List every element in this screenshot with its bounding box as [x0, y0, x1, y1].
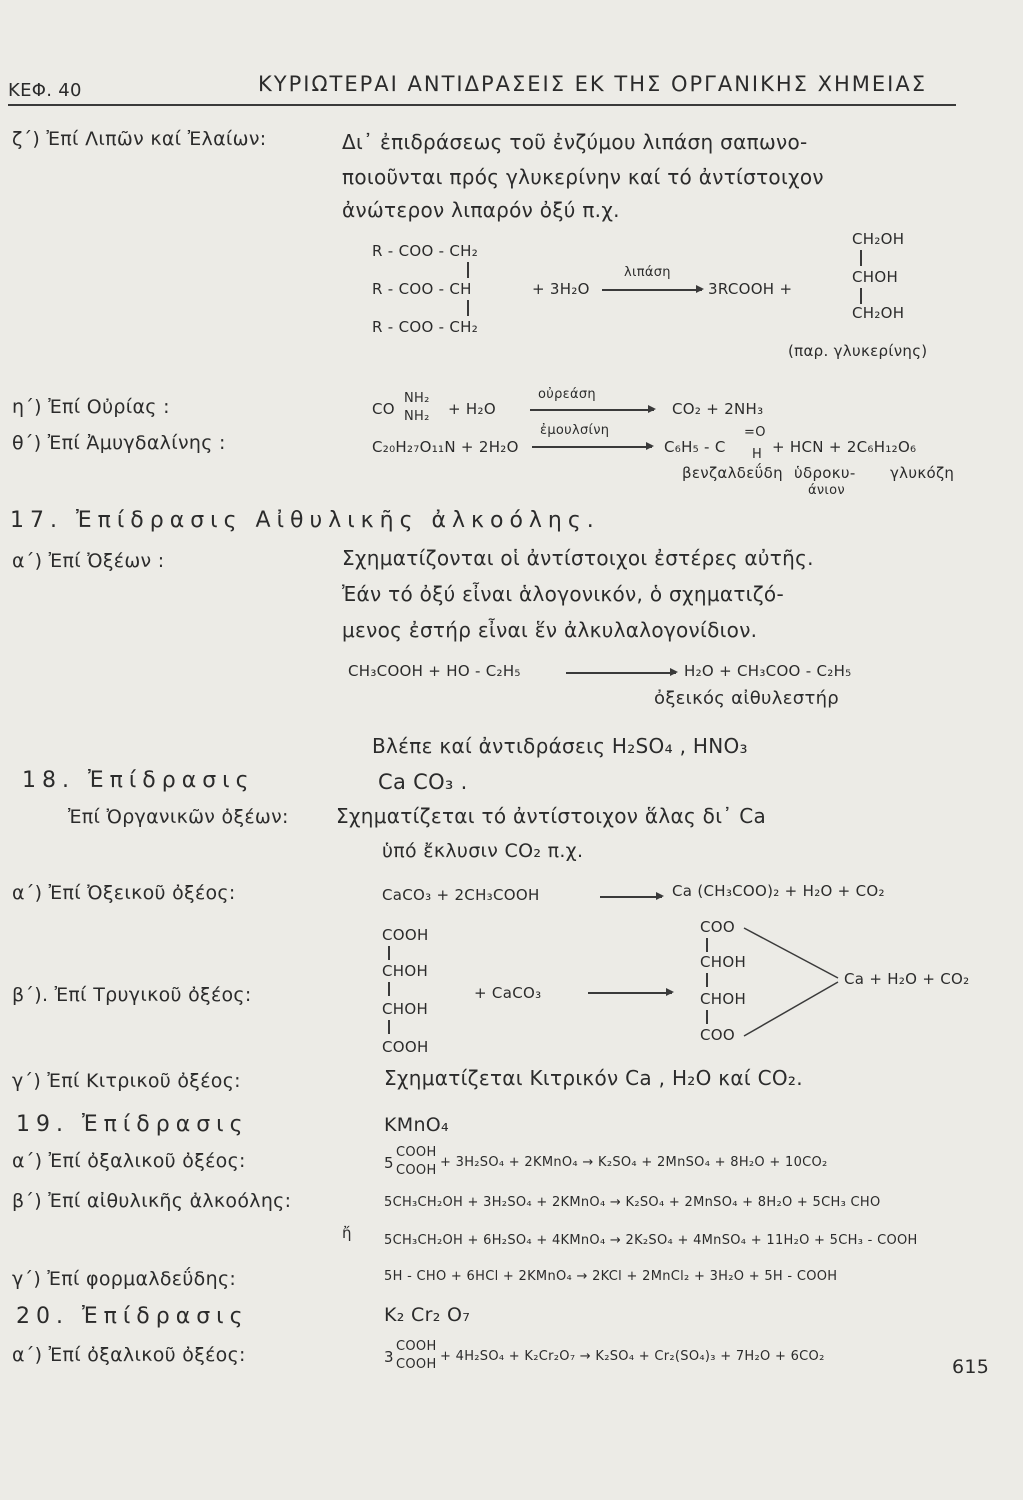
acids-label: α΄) Ἐπί Ὀξέων : [12, 550, 165, 572]
enzyme-label: λιπάση [624, 265, 671, 280]
acetic-acid-label: α΄) Ἐπί Ὀξεικοῦ ὀξέος: [12, 882, 236, 904]
urea-product: CO₂ + 2NH₃ [672, 400, 764, 418]
tartrate-row-2: CHOH [700, 953, 747, 971]
name-hydrocyanic: ὑδροκυ- [794, 464, 856, 482]
section-17-title: 17. Ἐπίδρασις Αἰθυλικῆς ἀλκοόλης. [10, 508, 600, 533]
acetic-products: Ca (CH₃COO)₂ + H₂O + CO₂ [672, 882, 885, 900]
esterification-reactants: CH₃COOH + HO - C₂H₅ [348, 662, 521, 680]
page-title: ΚΥΡΙΩΤΕΡΑΙ ΑΝΤΙΔΡΑΣΕΙΣ ΕΚ ΤΗΣ ΟΡΓΑΝΙΚΗΣ ΧΗΜΕΙΑΣ [258, 72, 927, 96]
tartaric-acid-label: β΄). Ἐπί Τρυγικοῦ ὀξέος: [12, 984, 252, 1006]
tartaric-plus: + CaCO₃ [474, 984, 542, 1002]
s19-oxalic-equation: + 3H₂SO₄ + 2KMnO₄ → K₂SO₄ + 2MnSO₄ + 8H₂O + 10CO₂ [440, 1155, 828, 1170]
tartaric-row-2: CHOH [382, 962, 429, 980]
s17-text-1: Σχηματίζονται οἱ ἀντίστοιχοι ἐστέρες αὐτῆς. [342, 546, 814, 570]
urea-enzyme: οὐρεάση [538, 387, 596, 402]
triglyceride-row-3: R - COO - CH₂ [372, 318, 479, 336]
triglyceride-row-2: R - COO - CH [372, 280, 472, 298]
name-benzaldehyde: βενζαλδεΰδη [682, 464, 783, 482]
s20-reagent: K₂ Cr₂ O₇ [384, 1304, 471, 1326]
lipids-text-3: ἀνώτερον λιπαρόν ὀξύ π.χ. [342, 198, 620, 222]
s19-formaldehyde-label: γ΄) Ἐπί φορμαλδεΰδης: [12, 1268, 237, 1290]
or-label: ἤ [342, 1224, 352, 1242]
s19-oxalic-bottom: COOH [396, 1163, 437, 1178]
s19-ethanol-equation-2: 5CH₃CH₂OH + 6H₂SO₄ + 4KMnO₄ → 2K₂SO₄ + 4MnSO₄ + 11H₂O + 5CH₃ - COOH [384, 1233, 918, 1248]
s19-formaldehyde-equation: 5H - CHO + 6HCl + 2KMnO₄ → 2KCl + 2MnCl₂ + 3H₂O + 5H - COOH [384, 1269, 838, 1284]
s19-ethanol-label: β΄) Ἐπί αἰθυλικῆς ἀλκοόλης: [12, 1190, 292, 1212]
s20-oxalic-top: COOH [396, 1339, 437, 1354]
tartaric-row-1: COOH [382, 926, 429, 944]
amygdalin-products: + HCN + 2C₆H₁₂O₆ [772, 438, 917, 456]
s17-text-3: μενος ἐστήρ εἶναι ἕν ἀλκυλαλογονίδιον. [342, 618, 758, 642]
s20-oxalic-label: α΄) Ἐπί ὀξαλικοῦ ὀξέος: [12, 1344, 246, 1366]
s18-text-2: ὑπό ἔκλυσιν CO₂ π.χ. [382, 840, 584, 862]
s17-text-2: Ἐάν τό ὀξύ εἶναι ἁλογονικόν, ὁ σχηματιζό- [342, 582, 784, 606]
tartrate-row-3: CHOH [700, 990, 747, 1008]
s19-reagent: KMnO₄ [384, 1114, 449, 1136]
urea-co: CO [372, 400, 395, 418]
glycerol-row-2: CHOH [852, 268, 899, 286]
citric-acid-label: γ΄) Ἐπί Κιτρικοῦ ὀξέος: [12, 1070, 241, 1092]
urea-label: η΄) Ἐπί Οὐρίας : [12, 396, 170, 418]
acetic-reactants: CaCO₃ + 2CH₃COOH [382, 886, 540, 904]
ester-name: ὀξεικός αἰθυλεστήρ [654, 688, 840, 709]
tartrate-row-4: COO [700, 1026, 735, 1044]
section-19-title: 19. Ἐπίδρασις [16, 1112, 249, 1137]
name-hydrocyanic-2: άνιον [808, 483, 845, 498]
product-term: 3RCOOH + [708, 280, 793, 298]
amygdalin-enzyme: ἐμουλσίνη [540, 423, 610, 438]
glycerol-row-1: CH₂OH [852, 230, 905, 248]
carbonyl-o: =O [744, 425, 766, 440]
see-also: Βλέπε καί ἀντιδράσεις H₂SO₄ , HNO₃ [372, 734, 748, 758]
triglyceride-row-1: R - COO - CH₂ [372, 242, 479, 260]
glycerol-row-3: CH₂OH [852, 304, 905, 322]
chapter-label: ΚΕΦ. 40 [8, 80, 82, 101]
section-20-title: 20. Ἐπίδρασις [16, 1304, 249, 1329]
lipids-text-1: Δι᾽ ἐπιδράσεως τοῦ ἐνζύμου λιπάση σαπωνο- [342, 130, 808, 154]
lipids-text-2: ποιοῦνται πρός γλυκερίνην καί τό ἀντίστοιχον [342, 165, 824, 189]
s20-oxalic-bottom: COOH [396, 1357, 437, 1372]
water-term: + 3H₂O [532, 280, 590, 298]
lipids-label: ζ΄) Ἐπί Λιπῶν καί Ἐλαίων: [12, 128, 267, 150]
tartaric-row-3: CHOH [382, 1000, 429, 1018]
section-18-title: 18. Ἐπίδρασις [22, 768, 255, 793]
urea-nh2-bottom: NH₂ [404, 409, 430, 424]
esterification-products: H₂O + CH₃COO - C₂H₅ [684, 662, 852, 680]
citric-text: Σχηματίζεται Κιτρικόν Ca , H₂O καί CO₂. [384, 1066, 803, 1090]
organic-acids-label: Ἐπί Ὀργανικῶν ὀξέων: [68, 806, 289, 828]
tartaric-products: Ca + H₂O + CO₂ [844, 970, 970, 988]
amygdalin-label: θ΄) Ἐπί Ἀμυγδαλίνης : [12, 432, 226, 454]
s19-oxalic-top: COOH [396, 1145, 437, 1160]
tartaric-row-4: COOH [382, 1038, 429, 1056]
s18-text-1: Σχηματίζεται τό ἀντίστοιχον ἅλας δι᾽ Ca [336, 804, 767, 828]
glycerol-note: (παρ. γλυκερίνης) [788, 342, 928, 360]
s19-oxalic-label: α΄) Ἐπί ὀξαλικοῦ ὀξέος: [12, 1150, 246, 1172]
amygdalin-reactants: C₂₀H₂₇O₁₁N + 2H₂O [372, 438, 519, 456]
s20-oxalic-coef: 3 [384, 1348, 394, 1366]
s19-ethanol-equation-1: 5CH₃CH₂OH + 3H₂SO₄ + 2KMnO₄ → K₂SO₄ + 2MnSO₄ + 8H₂O + 5CH₃ CHO [384, 1195, 881, 1210]
s20-oxalic-equation: + 4H₂SO₄ + K₂Cr₂O₇ → K₂SO₄ + Cr₂(SO₄)₃ + 7H₂O + 6CO₂ [440, 1349, 825, 1364]
carbonyl-h: H [752, 447, 763, 462]
page-number: 615 [952, 1356, 990, 1378]
benzaldehyde-formula: C₆H₅ - C [664, 438, 726, 456]
s18-reagent: Ca CO₃ . [378, 770, 468, 794]
tartrate-row-1: COO [700, 918, 735, 936]
s19-oxalic-coef: 5 [384, 1154, 394, 1172]
name-glucose: γλυκόζη [890, 464, 955, 482]
urea-nh2-top: NH₂ [404, 391, 430, 406]
urea-water: + H₂O [448, 400, 496, 418]
